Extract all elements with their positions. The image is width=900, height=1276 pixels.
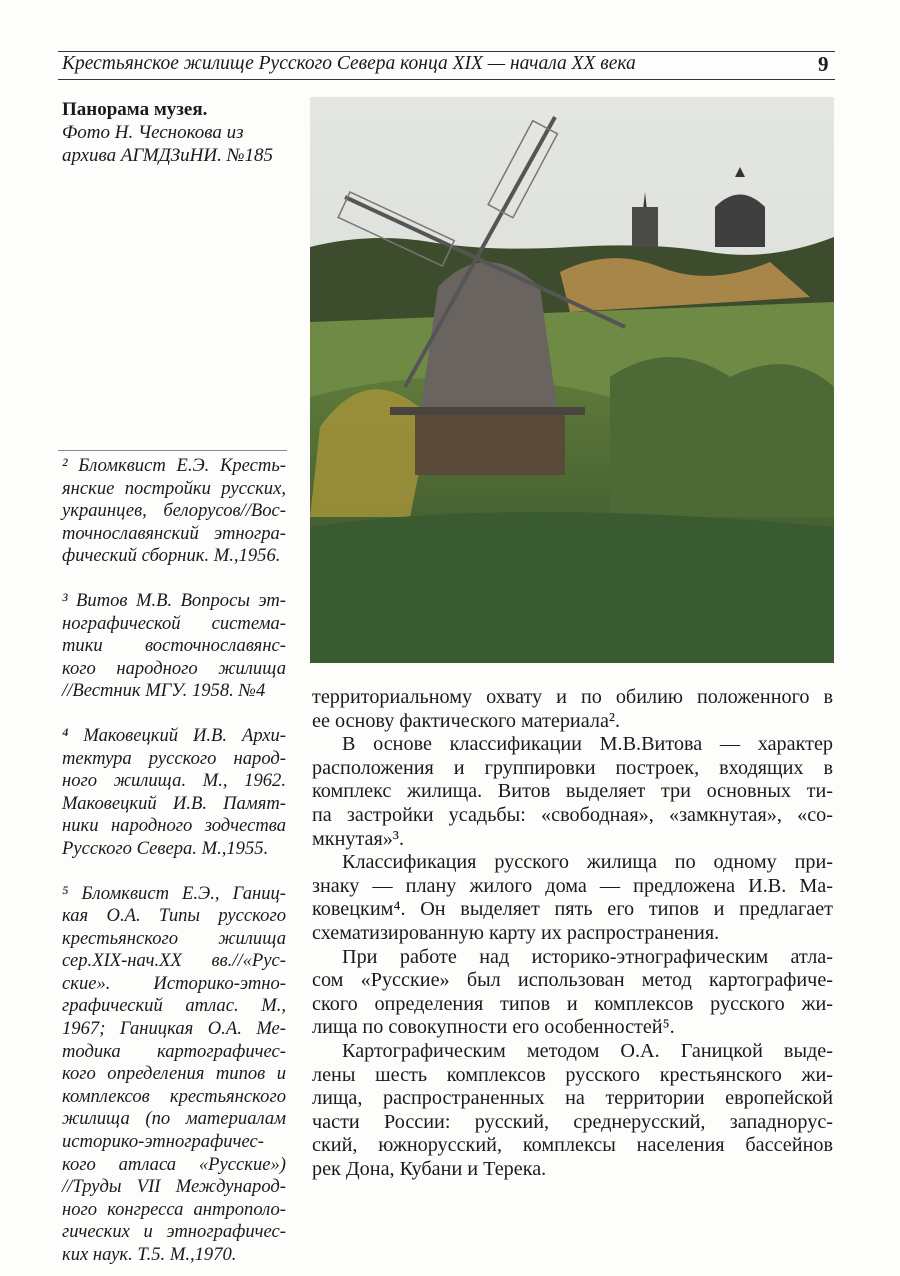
text-line: ский, южнорусский, комплексы населения бассейнов xyxy=(312,1134,833,1157)
body-text xyxy=(312,686,833,1181)
text-line: нографической система- xyxy=(62,612,286,634)
footnote xyxy=(62,455,286,568)
text-line: В основе классификации М.В.Витова — характер xyxy=(342,733,833,756)
paragraph xyxy=(312,733,833,851)
text-line: гических и этнографичес- xyxy=(62,1221,286,1243)
header-bottom-rule xyxy=(58,79,835,80)
text-line: знаку — плану жилого дома — предложена И.В. Ма- xyxy=(312,874,833,897)
text-line: мкнутая»³. xyxy=(312,827,404,850)
text-line: кая О.А. Типы русского xyxy=(62,905,286,927)
footnote xyxy=(62,883,286,1267)
text-line: территориальному охвату и по обилию положенного в xyxy=(312,686,833,708)
text-line: ские». Историко-этно- xyxy=(62,972,286,994)
header-top-rule xyxy=(58,51,835,52)
footnotes xyxy=(62,455,286,1276)
text-line: тектура русского народ- xyxy=(62,747,286,769)
text-line: тики восточнославянс- xyxy=(62,635,286,657)
text-line: ского определения типов и комплексов русского жи- xyxy=(312,992,833,1015)
text-line: ее основу фактического материала². xyxy=(312,709,621,732)
text-line: ² Бломквист Е.Э. Кресть- xyxy=(62,455,286,476)
text-line: тодика картографичес- xyxy=(62,1040,286,1062)
paragraph xyxy=(312,1040,833,1182)
text-line: кого народного жилища xyxy=(62,657,286,679)
text-line: комплекс жилища. Витов выделяет три основных ти- xyxy=(312,780,833,803)
text-line: графический атлас. М., xyxy=(62,995,286,1017)
footnote xyxy=(62,590,286,703)
text-line: историко-этнографичес- xyxy=(62,1131,264,1153)
text-line: //Вестник МГУ. 1958. №4 xyxy=(62,680,266,702)
text-line: Маковецкий И.В. Памят- xyxy=(62,792,286,814)
text-line: ких наук. Т.5. М.,1970. xyxy=(62,1244,237,1265)
windmill-photo xyxy=(310,97,834,663)
paragraph xyxy=(312,851,833,945)
paragraph xyxy=(312,946,833,1040)
text-line: фический сборник. М.,1956. xyxy=(62,545,281,567)
text-line: лены шесть комплексов русского крестьянского жи- xyxy=(312,1063,833,1086)
text-line: точнославянский этногра- xyxy=(62,522,286,544)
text-line: ного конгресса антрополо- xyxy=(62,1198,286,1220)
text-line: Картографическим методом О.А. Ганицкой выде- xyxy=(342,1039,833,1062)
text-line: ³ Витов М.В. Вопросы эт- xyxy=(62,589,286,611)
text-line: комплексов крестьянского xyxy=(62,1085,286,1107)
text-line: При работе над историко-этнографическим атла- xyxy=(342,945,833,968)
text-line: украинцев, белорусов//Вос- xyxy=(62,500,286,522)
text-line: ного жилища. М., 1962. xyxy=(62,770,286,792)
text-line: //Труды VII Международ- xyxy=(62,1176,286,1198)
footnote-rule xyxy=(58,450,287,451)
text-line: янские постройки русских, xyxy=(62,477,286,499)
text-line: па застройки усадьбы: «свободная», «замкнутая», «со- xyxy=(312,803,833,826)
text-line: расположения и группировки построек, входящих в xyxy=(312,756,833,779)
text-line: ники народного зодчества xyxy=(62,815,286,837)
text-line: Русского Севера. М.,1955. xyxy=(62,837,269,859)
page-number: 9 xyxy=(818,52,829,76)
text-line: Классификация русского жилища по одному при- xyxy=(342,851,833,874)
text-line: жилища (по материалам xyxy=(62,1108,286,1130)
text-line: ковецким⁴. Он выделяет пять его типов и предлагает xyxy=(312,898,833,921)
text-line: ⁵ Бломквист Е.Э., Ганиц- xyxy=(62,882,286,904)
paragraph xyxy=(312,686,833,733)
text-line: рек Дона, Кубани и Терека. xyxy=(312,1157,547,1180)
text-line: части России: русский, среднерусский, западнорус- xyxy=(312,1110,833,1133)
footnote xyxy=(62,725,286,861)
text-line: сом «Русские» был использован метод картографиче- xyxy=(312,969,833,992)
caption-title: Панорама музея. xyxy=(62,99,208,120)
text-line: 1967; Ганицкая О.А. Ме- xyxy=(62,1018,286,1040)
text-line: лища по совокупности его особенностей⁵. xyxy=(312,1016,675,1039)
text-line: лища, распространенных на территории европейской xyxy=(312,1087,833,1110)
caption-line: архива АГМДЗиНИ. №185 xyxy=(62,145,274,166)
text-line: кого атласа «Русские») xyxy=(62,1153,286,1175)
text-line: кого определения типов и xyxy=(62,1063,286,1085)
running-header: Крестьянское жилище Русского Севера конца XIX — начала XX века xyxy=(62,53,636,74)
text-line: схематизированную карту их распространения. xyxy=(312,921,720,944)
caption-line: Фото Н. Чеснокова из xyxy=(62,122,244,143)
text-line: ⁴ Маковецкий И.В. Архи- xyxy=(62,724,286,746)
text-line: крестьянского жилища xyxy=(62,927,286,949)
text-line: сер.XIX-нач.XX вв.//«Рус- xyxy=(62,950,286,972)
photo-caption xyxy=(62,98,302,167)
